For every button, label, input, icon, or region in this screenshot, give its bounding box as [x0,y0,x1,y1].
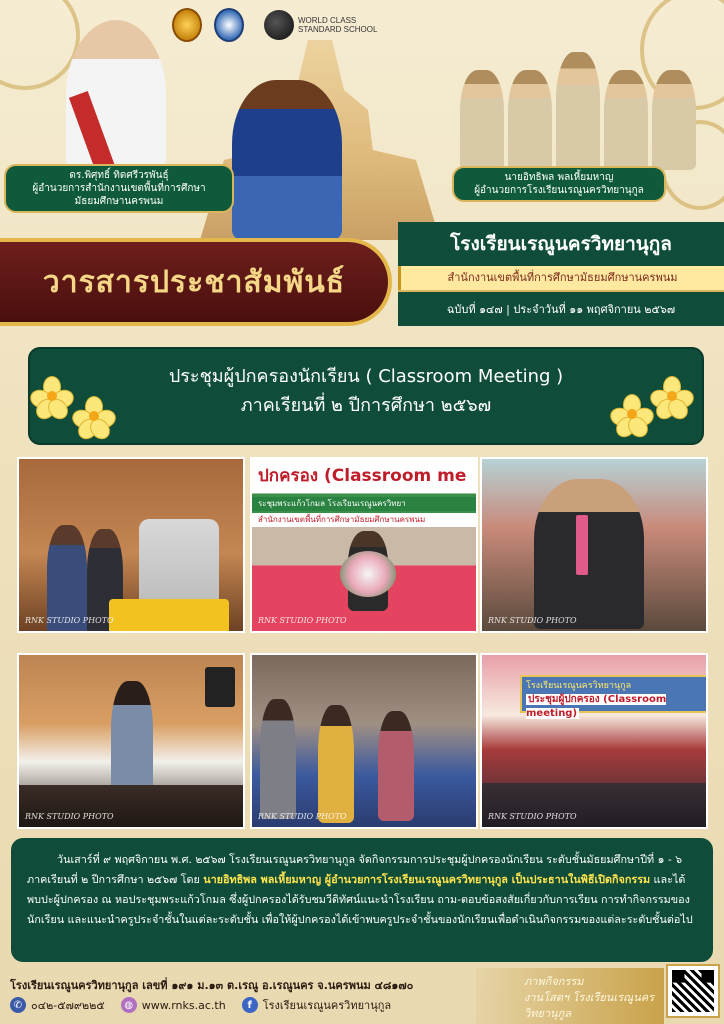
article-highlight-role: เป็นประธานในพิธีเปิดกิจกรรม [507,873,651,886]
photo-grid [17,457,707,829]
stage-banner-text: ปกครอง (Classroom me [252,459,476,493]
photo-watermark: RNK STUDIO PHOTO [25,812,114,821]
globe-icon [264,10,294,40]
school-info-block [398,222,724,338]
speaker-figure [111,681,153,801]
stage-subbanner2-text: สำนักงานเขตพื้นที่การศึกษามัธยมศึกษานครพนม [252,513,476,527]
photo-stage-speech [250,457,478,633]
photo-hall-stage [480,653,708,829]
director-title: ผู้อำนวยการสำนักงานเขตพื้นที่การศึกษา [32,183,206,194]
frangipani-flower-icon [612,394,652,434]
facebook-icon: f [242,997,258,1013]
hall-banner [520,675,708,719]
pink-tie [576,515,588,575]
hall-banner-school: โรงเรียนเรณูนครวิทยานุกูล [526,681,632,691]
photo-watermark: RNK STUDIO PHOTO [488,616,577,625]
journal-title: วารสารประชาสัมพันธ์ [42,264,346,300]
facebook-page: โรงเรียนเรณูนครวิทยานุกูล [262,999,392,1012]
wcss-line1: WORLD CLASS [298,16,357,25]
officer-figure [652,70,696,170]
world-class-school-logo [264,10,377,40]
article-highlight-principal: นายอิทธิพล พลเหี้ยมหาญ ผู้อำนวยการโรงเรียนเรณูนครวิทยานุกูล [203,873,508,886]
stage-subbanner-text: ระชุมพระแก้วโกมล โรงเรียนเรณูนครวิทยา [252,497,476,511]
hall-banner-title: ประชุมผู้ปกครอง (Classroom meeting) [526,694,667,719]
facebook-link[interactable] [242,996,391,1014]
principal-figure [556,52,600,170]
phone-icon: ✆ [10,997,26,1013]
credit-line1: ภาพกิจกรรม [524,975,584,988]
officer-figure [460,70,504,170]
director-name-tag [4,164,234,213]
school-seal-icon [214,8,244,42]
principal-name-tag [452,166,666,202]
photo-watermark: RNK STUDIO PHOTO [258,616,347,625]
qr-code[interactable] [666,964,720,1018]
issue-number: ฉบับที่ ๑๔๗ | ประจำวันที่ ๑๑ พฤศจิกายน ๒๕๖๗ [398,290,724,326]
director-org: มัธยมศึกษานครพนม [74,196,164,207]
office-name: สำนักงานเขตพื้นที่การศึกษามัธยมศึกษานครพนม [398,266,724,290]
globe-icon: ◍ [121,997,137,1013]
header [0,0,724,240]
ministry-logo-icon [172,8,202,42]
audience-heads [19,785,245,829]
person-figure [260,699,296,819]
principal-seated-figure [534,479,644,629]
qr-code-icon [672,970,714,1012]
website-link[interactable] [121,997,226,1013]
photo-principal-seated [480,457,708,633]
principal-group-photo [460,50,710,170]
photo-woman-speaking [17,653,245,829]
wcss-line2: STANDARD SCHOOL [298,25,378,34]
photo-audience-parents [250,653,478,829]
photo-watermark: RNK STUDIO PHOTO [258,812,347,821]
director-name: ดร.พิศุทธิ์ ทิดศรีวรพันธุ์ [69,170,169,181]
person-figure [318,705,354,823]
logo-row [172,8,377,42]
photo-ceremony-altar [17,457,245,633]
credit-line2: งานโสตฯ โรงเรียนเรณูนครวิทยานุกูล [524,991,654,1020]
officer-figure [604,70,648,170]
contact-row [10,996,391,1014]
school-address: โรงเรียนเรณูนครวิทยานุกูล เลขที่ ๑๙๑ ม.๑๓ ต.เรณู อ.เรณูนคร จ.นครพนม ๔๘๑๗๐ [10,979,414,992]
article-body [11,838,713,962]
officer-figure [508,70,552,170]
footer [0,968,724,1024]
frangipani-flower-icon [652,376,692,416]
phone-number: ๐๔๒-๕๗๙๒๒๕ [31,999,105,1012]
photo-watermark: RNK STUDIO PHOTO [25,616,114,625]
frangipani-flower-icon [74,396,114,436]
headline-line2: ภาคเรียนที่ ๒ ปีการศึกษา ๒๕๖๗ [240,395,492,416]
dancers-photo [232,80,342,240]
journal-title-badge [0,238,392,326]
website-url: www.rnks.ac.th [141,998,226,1012]
flower-arrangement [340,551,396,597]
frangipani-flower-icon [32,376,72,416]
headline-line1: ประชุมผู้ปกครองนักเรียน ( Classroom Meeting ) [168,366,564,387]
principal-title: ผู้อำนวยการโรงเรียนเรณูนครวิทยานุกูล [474,185,644,196]
article-text-part2: และได้พบปะผู้ปกครอง ณ หอประชุมพระแก้วโกมล ซึ่งผู้ปกครองได้รับชมวีดิทัศน์แนะนำโรงเรียน ถาม-ตอบข้อสงสัยเกี่ยวกับการเรียน การทำกิจกรรมของนักเรียน และแนะนำครูประจำชั้นในแต่ละระดับชั้น เพื่อให้ผู้ปกครองได้เข้าพบครูประจำชั้นของนักเรียนเพื่อดำเนินกิจกรรมของแต่ละระดับชั้นต่อไป [27,873,693,926]
phone-contact[interactable] [10,996,105,1014]
photo-watermark: RNK STUDIO PHOTO [488,812,577,821]
audience-heads [482,783,708,829]
person-figure [378,711,414,821]
principal-name: นายอิทธิพล พลเหี้ยมหาญ [504,172,614,183]
photo-credit [476,968,664,1024]
article-text-part1: วันเสาร์ที่ ๙ พฤศจิกายน พ.ศ. ๒๕๖๗ โรงเรียนเรณูนครวิทยานุกูล จัดกิจกรรมการประชุมผู้ปกครองนักเรียน ระดับชั้นมัธยมศึกษาปีที่ ๑ - ๖ ภาคเรียนที่ ๒ ปีการศึกษา ๒๕๖๗ โดย [27,853,683,886]
yellow-table-cloth [109,599,229,633]
headline-box [28,347,704,445]
school-name: โรงเรียนเรณูนครวิทยานุกูล [398,222,724,266]
loudspeaker [205,667,235,707]
